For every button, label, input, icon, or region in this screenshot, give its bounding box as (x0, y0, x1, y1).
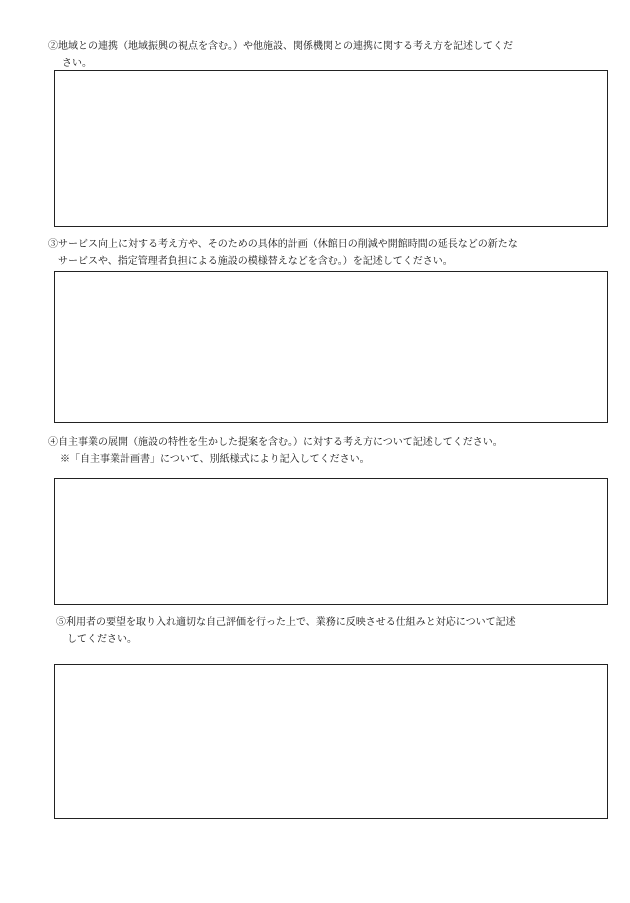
question-5-text: ⑤利用者の要望を取り入れ適切な自己評価を行った上で、業務に反映させる仕組みと対応について記述 してください。 (56, 617, 516, 645)
question-2-text: ②地域との連携（地域振興の視点を含む。）や他施設、関係機関との連携に関する考え方を記述してくだ さい。 (48, 41, 513, 69)
question-3-text: ③サービス向上に対する考え方や、そのための具体的計画（休館日の削減や開館時間の延長などの新たな サービスや、指定管理者負担による施設の模様替えなどを含む。）を記述してください。 (48, 239, 518, 267)
answer-box-2[interactable] (54, 70, 608, 227)
answer-box-3[interactable] (54, 271, 608, 423)
answer-box-5[interactable] (54, 664, 608, 819)
answer-box-4[interactable] (54, 478, 608, 605)
question-4-text: ④自主事業の展開（施設の特性を生かした提案を含む。）に対する考え方について記述してください。 ※「自主事業計画書」について、別紙様式により記入してください。 (48, 437, 503, 465)
